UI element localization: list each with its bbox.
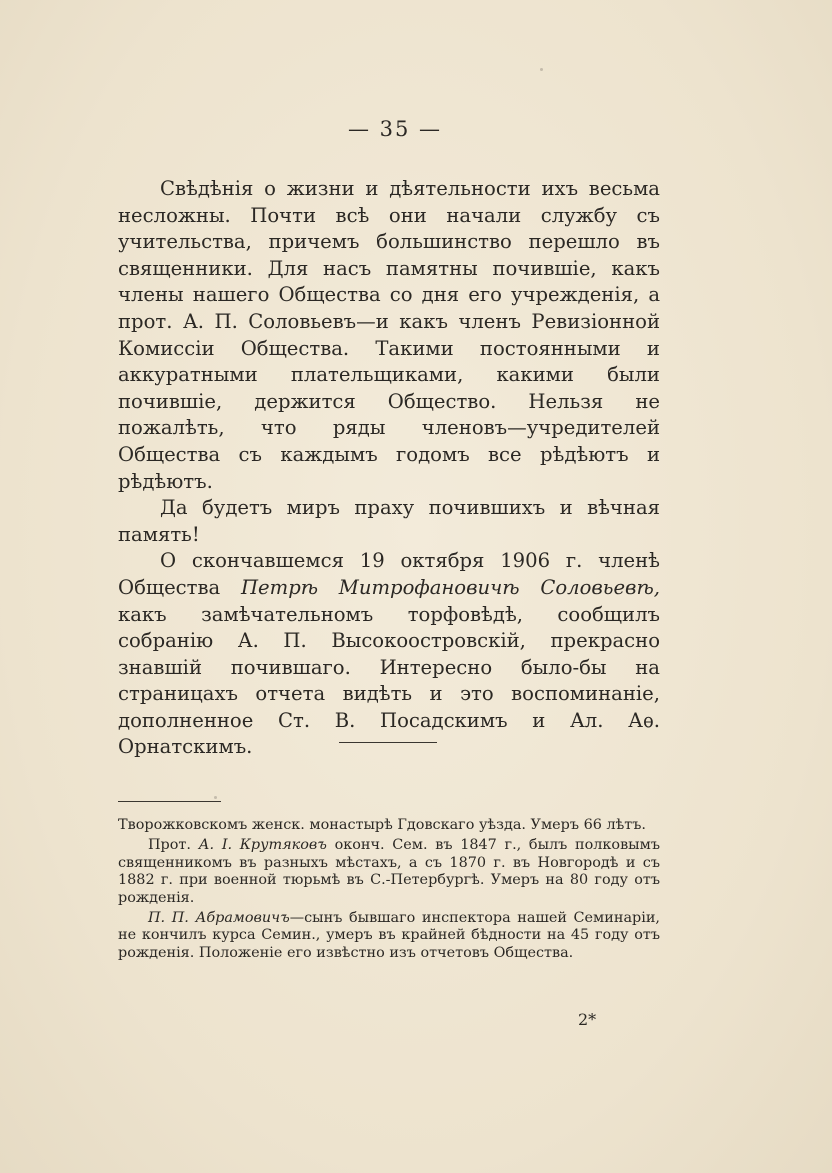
main-text	[118, 176, 660, 761]
paper-speck	[214, 796, 217, 799]
signature-mark: 2*	[578, 1010, 597, 1029]
text-segment: Свѣдѣнія о жизни и дѣятельности ихъ весьма несложны. Почти всѣ они начали службу съ учительства, причемъ большинство перешло въ священники. Для насъ памятны почившіе, какъ члены нашего Общества со дня его учрежденія, а прот. А. П. Соловьевъ—и какъ членъ Ревизіонной Комиссіи Общества. Такими постоянными и аккуратными плательщиками, какими были почившіе, держится Общество. Нельзя не пожалѣть, что ряды членовъ—учредителей Общества съ каждымъ годомъ все рѣдѣютъ и рѣдѣютъ.	[118, 177, 660, 493]
paragraph	[118, 817, 660, 834]
italic-name: А. I. Крутяковъ	[198, 837, 327, 854]
italic-name: Петрѣ Митрофановичѣ Соловьевѣ,	[240, 575, 660, 599]
footnotes	[118, 817, 660, 965]
text-segment: Творожковскомъ женск. монастырѣ Гдовскаго уѣзда. Умеръ 66 лѣтъ.	[118, 817, 646, 833]
paragraph	[118, 495, 660, 548]
paragraph	[118, 837, 660, 907]
paragraph	[118, 910, 660, 962]
paragraph	[118, 176, 660, 495]
text-segment: Прот.	[148, 837, 199, 854]
page-number: — 35 —	[347, 117, 443, 141]
text-segment: оконч. Сем. въ 1847 г., былъ полковымъ священникомъ въ разныхъ мѣстахъ, а съ 1870 г. въ Новгородѣ и съ 1882 г. при военной тюрьмѣ въ С.-Петербургѣ. Умеръ на 80 году отъ рожденія.	[118, 837, 660, 906]
footnote-rule	[118, 801, 221, 802]
section-divider	[339, 742, 437, 743]
text-segment: —сынъ бывшаго инспектора нашей Семинаріи, не кончилъ курса Семин., умеръ въ крайней бѣдности на 45 году отъ рожденія. Положеніе его извѣстно изъ отчетовъ Общества.	[118, 910, 660, 961]
paper-speck	[540, 68, 543, 71]
italic-name: П. П. Абрамовичъ	[148, 910, 290, 927]
text-segment: Да будетъ миръ праху почившихъ и вѣчная память!	[118, 496, 660, 546]
text-segment: какъ замѣчательномъ торфовѣдѣ, сообщилъ собранію А. П. Высокоостровскій, прекрасно знавшій почившаго. Интересно было-бы на страницахъ отчета видѣть и это воспоминаніе, дополненное Ст. В. Посадскимъ и Ал. Аѳ. Орнатскимъ.	[118, 602, 660, 759]
text-segment: О скончавшемся 19 октября 1906 г. членѣ Общества	[118, 549, 660, 599]
paragraph	[118, 548, 660, 761]
